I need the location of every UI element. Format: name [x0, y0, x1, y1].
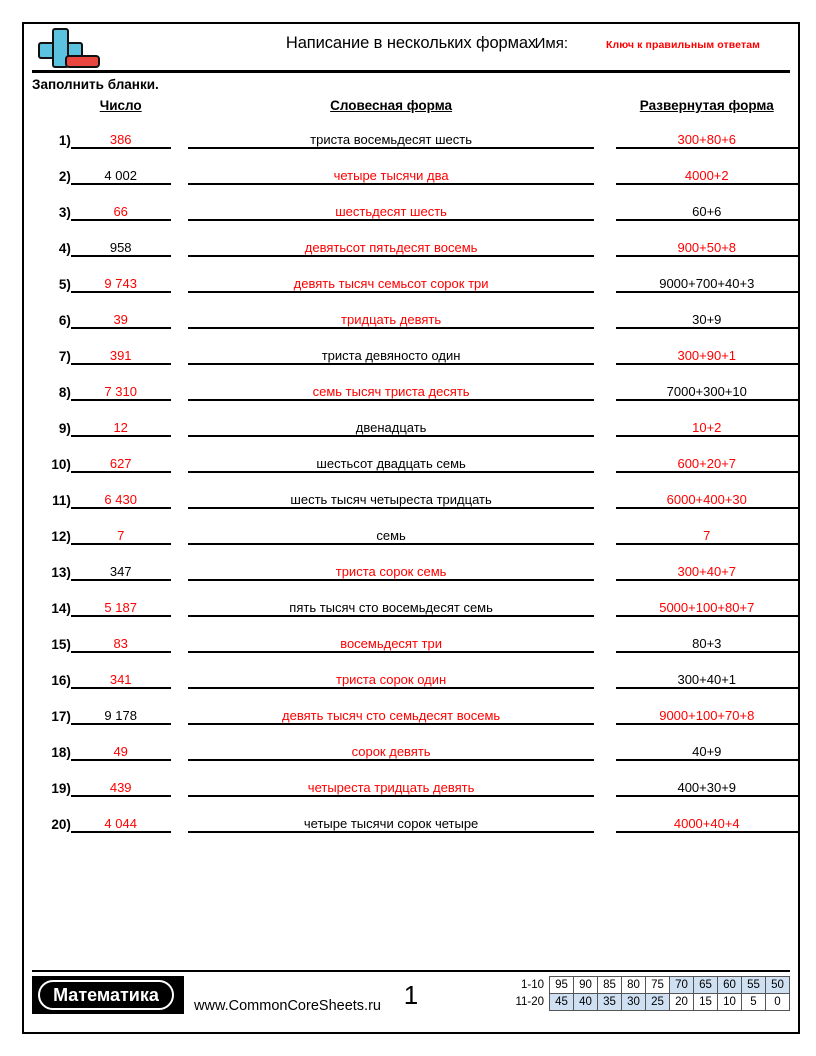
score-cell: 35 [598, 994, 622, 1011]
number-cell[interactable]: 7 310 [71, 364, 171, 400]
score-row [514, 994, 789, 1011]
site-url: www.CommonCoreSheets.ru [194, 998, 381, 1014]
score-cell: 10 [718, 994, 742, 1011]
row-index: 3) [58, 205, 71, 220]
table-row [24, 724, 798, 760]
expanded-form-cell[interactable]: 400+30+9 [616, 760, 798, 796]
word-form-cell[interactable]: тридцать девять [188, 292, 595, 328]
page-number: 1 [403, 980, 419, 1010]
expanded-form-cell[interactable]: 10+2 [616, 400, 798, 436]
word-form-cell[interactable]: девятьсот пятьдесят восемь [188, 220, 595, 256]
word-form-cell[interactable]: восемьдесят три [188, 616, 595, 652]
number-cell[interactable]: 9 743 [71, 256, 171, 292]
expanded-form-cell[interactable]: 5000+100+80+7 [616, 580, 798, 616]
cell-spacer [594, 256, 615, 292]
answer-key-badge: Ключ к правильным ответам [605, 39, 761, 51]
cell-spacer [171, 400, 188, 436]
number-cell[interactable]: 627 [71, 436, 171, 472]
cell-spacer [171, 472, 188, 508]
expanded-form-cell[interactable]: 900+50+8 [616, 220, 798, 256]
column-header-expanded-form: Развернутая форма [639, 98, 774, 113]
row-index: 13) [51, 565, 71, 580]
word-form-cell[interactable]: триста девяносто один [188, 328, 595, 364]
cell-spacer [171, 652, 188, 688]
word-form-cell[interactable]: четыреста тридцать девять [188, 760, 595, 796]
table-row [24, 616, 798, 652]
word-form-cell[interactable]: четыре тысячи сорок четыре [188, 796, 595, 832]
row-index: 8) [58, 385, 71, 400]
number-cell[interactable]: 83 [71, 616, 171, 652]
number-cell[interactable]: 12 [71, 400, 171, 436]
cell-spacer [594, 220, 615, 256]
table-row [24, 148, 798, 184]
word-form-cell[interactable]: триста сорок один [188, 652, 595, 688]
cell-spacer [171, 292, 188, 328]
cell-spacer [594, 616, 615, 652]
expanded-form-cell[interactable]: 30+9 [616, 292, 798, 328]
table-row [24, 436, 798, 472]
cell-spacer [594, 544, 615, 580]
expanded-form-cell[interactable]: 300+40+1 [616, 652, 798, 688]
expanded-form-cell[interactable]: 7000+300+10 [616, 364, 798, 400]
cell-spacer [171, 616, 188, 652]
score-cell: 80 [622, 977, 646, 994]
table-row [24, 364, 798, 400]
expanded-form-cell[interactable]: 4000+40+4 [616, 796, 798, 832]
cell-spacer [594, 724, 615, 760]
header-spacer [171, 98, 188, 113]
footer-divider [32, 970, 790, 972]
number-cell[interactable]: 439 [71, 760, 171, 796]
number-cell[interactable]: 391 [71, 328, 171, 364]
cell-spacer [594, 364, 615, 400]
page-title: Написание в нескольких формах [285, 34, 537, 52]
expanded-form-cell[interactable]: 4000+2 [616, 148, 798, 184]
cell-spacer [594, 113, 615, 148]
word-form-cell[interactable]: сорок девять [188, 724, 595, 760]
score-cell: 70 [670, 977, 694, 994]
score-row-label: 1-10 [520, 979, 544, 991]
name-label: Имя: [534, 35, 568, 52]
score-cell: 0 [766, 994, 790, 1011]
cell-spacer [171, 220, 188, 256]
row-index: 18) [51, 745, 71, 760]
number-cell[interactable]: 5 187 [71, 580, 171, 616]
word-form-cell[interactable]: двенадцать [188, 400, 595, 436]
word-form-cell[interactable]: шестьдесят шесть [188, 184, 595, 220]
cell-spacer [594, 292, 615, 328]
cell-spacer [171, 580, 188, 616]
number-cell[interactable]: 9 178 [71, 688, 171, 724]
worksheet-table [24, 98, 798, 833]
column-header-number: Число [99, 98, 142, 113]
word-form-cell[interactable]: шесть тысяч четыреста тридцать [188, 472, 595, 508]
expanded-form-cell[interactable]: 6000+400+30 [616, 472, 798, 508]
table-row [24, 580, 798, 616]
score-cell: 40 [574, 994, 598, 1011]
score-table [514, 976, 790, 1011]
row-index: 5) [58, 277, 71, 292]
word-form-cell[interactable]: девять тысяч сто семьдесят восемь [188, 688, 595, 724]
cell-spacer [171, 328, 188, 364]
cell-spacer [594, 760, 615, 796]
expanded-form-cell[interactable]: 300+90+1 [616, 328, 798, 364]
cell-spacer [594, 400, 615, 436]
expanded-form-cell[interactable]: 9000+100+70+8 [616, 688, 798, 724]
score-row-label: 11-20 [515, 996, 544, 1008]
expanded-form-cell[interactable]: 60+6 [616, 184, 798, 220]
column-header-word-form: Словесная форма [330, 98, 453, 113]
cell-spacer [171, 184, 188, 220]
header-spacer [594, 98, 615, 113]
row-index: 9) [58, 421, 71, 436]
table-header-row [24, 98, 798, 113]
table-row [24, 472, 798, 508]
word-form-cell[interactable]: пять тысяч сто восемьдесят семь [188, 580, 595, 616]
cell-spacer [171, 364, 188, 400]
table-row [24, 113, 798, 148]
page-footer [24, 970, 798, 1032]
expanded-form-cell[interactable]: 600+20+7 [616, 436, 798, 472]
table-row [24, 220, 798, 256]
row-index: 12) [51, 529, 71, 544]
score-cell: 90 [574, 977, 598, 994]
row-index: 19) [51, 781, 71, 796]
number-cell[interactable]: 347 [71, 544, 171, 580]
minus-bar [65, 55, 100, 68]
score-cell: 85 [598, 977, 622, 994]
score-cell: 30 [622, 994, 646, 1011]
table-row [24, 796, 798, 832]
score-cell: 50 [766, 977, 790, 994]
number-cell[interactable]: 958 [71, 220, 171, 256]
table-row [24, 256, 798, 292]
number-cell[interactable]: 7 [71, 508, 171, 544]
page-header [32, 24, 790, 73]
table-row [24, 508, 798, 544]
number-cell[interactable]: 386 [71, 113, 171, 148]
number-cell[interactable]: 49 [71, 724, 171, 760]
score-cell: 25 [646, 994, 670, 1011]
word-form-cell[interactable]: триста сорок семь [188, 544, 595, 580]
score-cell: 75 [646, 977, 670, 994]
row-index: 7) [58, 349, 71, 364]
row-index: 4) [58, 241, 71, 256]
brand-label: Математика [38, 980, 174, 1010]
expanded-form-cell[interactable]: 80+3 [616, 616, 798, 652]
score-cell: 15 [694, 994, 718, 1011]
number-cell[interactable]: 341 [71, 652, 171, 688]
cell-spacer [171, 436, 188, 472]
score-cell: 65 [694, 977, 718, 994]
cell-spacer [171, 796, 188, 832]
score-cell: 95 [550, 977, 574, 994]
row-index: 20) [51, 817, 71, 832]
table-row [24, 292, 798, 328]
expanded-form-cell[interactable]: 7 [616, 508, 798, 544]
instruction-text: Заполнить бланки. [32, 77, 159, 92]
expanded-form-cell[interactable]: 9000+700+40+3 [616, 256, 798, 292]
word-form-cell[interactable]: семь тысяч триста десять [188, 364, 595, 400]
cell-spacer [171, 508, 188, 544]
cell-spacer [594, 508, 615, 544]
table-row [24, 400, 798, 436]
cell-spacer [594, 148, 615, 184]
score-cell: 20 [670, 994, 694, 1011]
score-cell: 55 [742, 977, 766, 994]
cell-spacer [594, 436, 615, 472]
cell-spacer [171, 148, 188, 184]
cell-spacer [594, 796, 615, 832]
table-row [24, 184, 798, 220]
table-row [24, 328, 798, 364]
score-row [514, 977, 789, 994]
cell-spacer [594, 328, 615, 364]
number-cell[interactable]: 4 044 [71, 796, 171, 832]
cell-spacer [594, 580, 615, 616]
cell-spacer [171, 688, 188, 724]
row-index: 16) [51, 673, 71, 688]
row-index: 17) [51, 709, 71, 724]
number-cell[interactable]: 4 002 [71, 148, 171, 184]
row-index: 10) [51, 457, 71, 472]
cell-spacer [171, 544, 188, 580]
table-row [24, 760, 798, 796]
row-index: 14) [51, 601, 71, 616]
cell-spacer [171, 113, 188, 148]
row-index: 1) [58, 133, 71, 148]
number-cell[interactable]: 66 [71, 184, 171, 220]
score-cell: 60 [718, 977, 742, 994]
word-form-cell[interactable]: четыре тысячи два [188, 148, 595, 184]
row-index: 2) [58, 169, 71, 184]
cell-spacer [594, 184, 615, 220]
expanded-form-cell[interactable]: 300+80+6 [616, 113, 798, 148]
score-cell: 45 [550, 994, 574, 1011]
word-form-cell[interactable]: девять тысяч семьсот сорок три [188, 256, 595, 292]
cell-spacer [171, 256, 188, 292]
expanded-form-cell[interactable]: 300+40+7 [616, 544, 798, 580]
number-cell[interactable]: 39 [71, 292, 171, 328]
row-index: 15) [51, 637, 71, 652]
row-index: 11) [52, 493, 71, 508]
table-row [24, 688, 798, 724]
cell-spacer [171, 760, 188, 796]
cell-spacer [594, 688, 615, 724]
cell-spacer [594, 652, 615, 688]
number-cell[interactable]: 6 430 [71, 472, 171, 508]
header-spacer [24, 98, 71, 113]
score-cell: 5 [742, 994, 766, 1011]
row-index: 6) [58, 313, 71, 328]
cell-spacer [171, 724, 188, 760]
cell-spacer [594, 472, 615, 508]
table-row [24, 544, 798, 580]
worksheet-page [22, 22, 800, 1034]
word-form-cell[interactable]: триста восемьдесят шесть [188, 113, 595, 148]
table-row [24, 652, 798, 688]
word-form-cell[interactable]: шестьсот двадцать семь [188, 436, 595, 472]
expanded-form-cell[interactable]: 40+9 [616, 724, 798, 760]
word-form-cell[interactable]: семь [188, 508, 595, 544]
